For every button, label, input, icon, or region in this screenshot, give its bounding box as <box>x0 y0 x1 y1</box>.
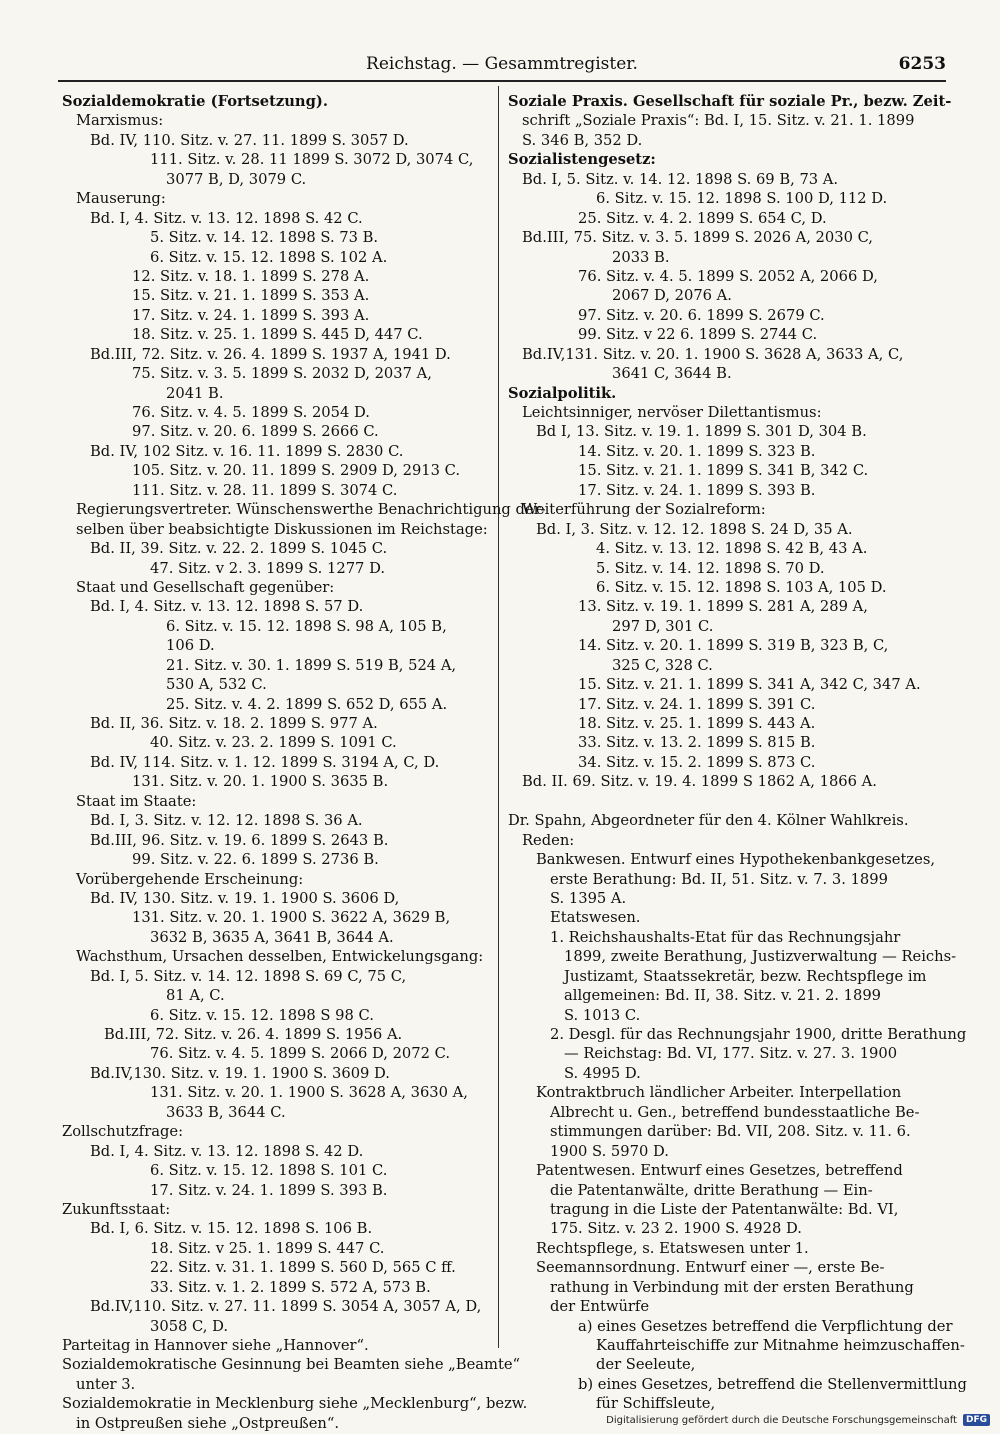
index-entry-line: 97. Sitz. v. 20. 6. 1899 S. 2679 C. <box>578 306 825 324</box>
index-entry-line: für Schiffsleute, <box>596 1395 716 1413</box>
index-entry-line: Regierungsvertreter. Wünschenswerthe Benachrichtigung der- <box>76 501 546 519</box>
index-entry-line: 3077 B, D, 3079 C. <box>166 170 307 188</box>
index-entry-line: Staat und Gesellschaft gegenüber: <box>76 578 335 596</box>
index-entry-line: 18. Sitz. v. 25. 1. 1899 S. 445 D, 447 C. <box>132 326 423 344</box>
index-entry-line: erste Berathung: Bd. II, 51. Sitz. v. 7. 3. 1899 <box>550 870 888 888</box>
index-entry-line: 12. Sitz. v. 18. 1. 1899 S. 278 A. <box>132 267 370 285</box>
index-entry-line: Sozialdemokratie in Mecklenburg siehe „Mecklenburg“, bezw. <box>62 1395 528 1413</box>
index-heading: Sozialpolitik. <box>508 384 617 402</box>
index-entry-line: Bd.IV,131. Sitz. v. 20. 1. 1900 S. 3628 A, 3633 A, C, <box>522 345 904 363</box>
index-heading: Sozialdemokratie (Fortsetzung). <box>62 93 328 110</box>
index-entry-line: Bd.IV,130. Sitz. v. 19. 1. 1900 S. 3609 D. <box>90 1064 390 1082</box>
index-entry-line: Sozialdemokratische Gesinnung bei Beamten siehe „Beamte“ <box>62 1356 521 1374</box>
index-entry-line: rathung in Verbindung mit der ersten Berathung <box>550 1278 914 1296</box>
index-entry-line: stimmungen darüber: Bd. VII, 208. Sitz. v. 11. 6. <box>550 1123 911 1141</box>
index-entry-line: 33. Sitz. v. 13. 2. 1899 S. 815 B. <box>578 734 816 752</box>
index-entry-line: Bd. I, 4. Sitz. v. 13. 12. 1898 S. 57 D. <box>90 598 364 616</box>
index-entry-line: 99. Sitz. v 22 6. 1899 S. 2744 C. <box>578 326 818 344</box>
index-entry-line: Parteitag in Hannover siehe „Hannover“. <box>62 1337 369 1354</box>
index-entry-line: 15. Sitz. v. 21. 1. 1899 S. 341 A, 342 C, 347 A. <box>578 676 921 694</box>
index-entry-line: 131. Sitz. v. 20. 1. 1900 S. 3635 B. <box>132 773 389 791</box>
index-entry-line: 3058 C, D. <box>150 1317 229 1335</box>
footer-text: Digitalisierung gefördert durch die Deutsche Forschungsgemeinschaft <box>606 1414 957 1426</box>
index-entry-line: S. 1013 C. <box>564 1006 641 1024</box>
index-entry-line: 97. Sitz. v. 20. 6. 1899 S. 2666 C. <box>132 423 379 441</box>
index-entry-line: 6. Sitz. v. 15. 12. 1898 S. 100 D, 112 D. <box>596 190 888 208</box>
index-entry-line: Zukunftsstaat: <box>62 1200 171 1218</box>
index-entry-line: Weiterführung der Sozialreform: <box>522 501 766 519</box>
index-entry-line: 2. Desgl. für das Rechnungsjahr 1900, dritte Berathung <box>550 1026 967 1043</box>
index-entry-line: Bd. I, 3. Sitz. v. 12. 12. 1898 S. 24 D, 35 A. <box>536 520 853 538</box>
index-entry-line: 14. Sitz. v. 20. 1. 1899 S. 319 B, 323 B, C, <box>578 637 889 655</box>
index-entry-line: Bd. II. 69. Sitz. v. 19. 4. 1899 S 1862 A, 1866 A. <box>522 773 877 791</box>
index-entry-line: 6. Sitz. v. 15. 12. 1898 S 98 C. <box>150 1006 374 1024</box>
index-entry-line: Marxismus: <box>76 112 164 130</box>
index-entry-line: Bankwesen. Entwurf eines Hypothekenbankgesetzes, <box>536 851 936 869</box>
index-entry-line: 17. Sitz. v. 24. 1. 1899 S. 391 C. <box>578 695 816 713</box>
index-entry-line: selben über beabsichtigte Diskussionen im Reichstage: <box>76 520 488 538</box>
index-entry-line: Kontraktbruch ländlicher Arbeiter. Interpellation <box>536 1084 902 1102</box>
running-title: Reichstag. — Gesammtregister. <box>366 54 638 74</box>
index-entry-line: 1900 S. 5970 D. <box>550 1142 669 1160</box>
index-heading: Sozialistengesetz: <box>508 151 656 169</box>
index-entry-line: Bd. I, 5. Sitz. v. 14. 12. 1898 S. 69 B, 73 A. <box>522 170 839 188</box>
index-entry-line: Dr. Spahn, Abgeordneter für den 4. Kölner Wahlkreis. <box>508 812 909 830</box>
footer-credit <box>606 1414 990 1426</box>
index-entry-line: Kauffahrteischiffe zur Mitnahme heimzuschaffen- <box>596 1337 965 1354</box>
index-entry-line: 47. Sitz. v 2. 3. 1899 S. 1277 D. <box>150 559 385 577</box>
index-entry-line: Zollschutzfrage: <box>62 1123 184 1141</box>
index-entry-line: der Seeleute, <box>596 1356 696 1374</box>
index-entry-line: b) eines Gesetzes, betreffend die Stellenvermittlung <box>578 1375 967 1393</box>
index-entry-line: 297 D, 301 C. <box>612 617 714 635</box>
index-entry-line: 76. Sitz. v. 4. 5. 1899 S. 2066 D, 2072 C. <box>150 1045 451 1063</box>
index-entry-line: 3632 B, 3635 A, 3641 B, 3644 A. <box>150 928 394 946</box>
index-entry-line: Bd.III, 72. Sitz. v. 26. 4. 1899 S. 1937 A, 1941 D. <box>90 345 451 363</box>
index-entry-line: Bd. I, 5. Sitz. v. 14. 12. 1898 S. 69 C, 75 C, <box>90 967 407 985</box>
index-entry-line: Bd. IV, 130. Sitz. v. 19. 1. 1900 S. 3606 D, <box>90 889 400 907</box>
index-entry-line: unter 3. <box>76 1375 136 1393</box>
index-entry-line: 111. Sitz. v. 28. 11. 1899 S. 3074 C. <box>132 481 398 499</box>
right-column <box>508 92 967 1414</box>
index-entry-line: Albrecht u. Gen., betreffend bundesstaatliche Be- <box>550 1103 920 1121</box>
index-entry-line: Reden: <box>522 831 575 849</box>
index-entry-line: 6. Sitz. v. 15. 12. 1898 S. 103 A, 105 D. <box>596 578 887 596</box>
index-entry-line <box>508 792 938 811</box>
index-entry-line: Bd. IV, 102 Sitz. v. 16. 11. 1899 S. 2830 C. <box>90 442 404 460</box>
index-entry-line: Bd.III, 96. Sitz. v. 19. 6. 1899 S. 2643 B. <box>90 831 389 849</box>
index-entry-line: Bd. I, 4. Sitz. v. 13. 12. 1898 S. 42 D. <box>90 1142 364 1160</box>
index-entry-line: 6. Sitz. v. 15. 12. 1898 S. 98 A, 105 B, <box>166 617 447 635</box>
index-entry-line: 325 C, 328 C. <box>612 656 713 674</box>
index-entry-line: Bd.III, 75. Sitz. v. 3. 5. 1899 S. 2026 A, 2030 C, <box>522 229 873 247</box>
index-entry-line: 131. Sitz. v. 20. 1. 1900 S. 3622 A, 3629 B, <box>132 909 451 927</box>
index-entry-line: 131. Sitz. v. 20. 1. 1900 S. 3628 A, 3630 A, <box>150 1084 468 1102</box>
index-entry-line: 22. Sitz. v. 31. 1. 1899 S. 560 D, 565 C ff. <box>150 1259 456 1277</box>
index-entry-line: 76. Sitz. v. 4. 5. 1899 S. 2052 A, 2066 D, <box>578 267 878 285</box>
index-entry-line: Bd. I, 6. Sitz. v. 15. 12. 1898 S. 106 B. <box>90 1220 373 1238</box>
index-entry-line: 81 A, C. <box>166 987 225 1005</box>
index-entry-line: 5. Sitz. v. 14. 12. 1898 S. 73 B. <box>150 229 379 247</box>
column-divider <box>498 86 499 1348</box>
index-entry-line: 15. Sitz. v. 21. 1. 1899 S. 353 A. <box>132 287 370 305</box>
index-entry-line: 6. Sitz. v. 15. 12. 1898 S. 101 C. <box>150 1162 388 1180</box>
index-entry-line: Bd. II, 36. Sitz. v. 18. 2. 1899 S. 977 A. <box>90 715 378 732</box>
index-entry-line: Staat im Staate: <box>76 792 197 810</box>
page-header <box>58 52 946 82</box>
index-entry-line: 530 A, 532 C. <box>166 676 267 694</box>
index-entry-line: 18. Sitz. v. 25. 1. 1899 S. 443 A. <box>578 715 816 732</box>
index-entry-line: Justizamt, Staatssekretär, bezw. Rechtspflege im <box>564 967 927 985</box>
index-entry-line: allgemeinen: Bd. II, 38. Sitz. v. 21. 2. 1899 <box>564 987 882 1005</box>
index-entry-line: Bd.IV,110. Sitz. v. 27. 11. 1899 S. 3054 A, 3057 A, D, <box>90 1298 482 1316</box>
index-entry-line: a) eines Gesetzes betreffend die Verpflichtung der <box>578 1317 953 1335</box>
index-entry-line: 111. Sitz. v. 28. 11 1899 S. 3072 D, 3074 C, <box>150 151 474 169</box>
index-entry-line: Patentwesen. Entwurf eines Gesetzes, betreffend <box>536 1162 903 1180</box>
index-entry-line: 175. Sitz. v. 23 2. 1900 S. 4928 D. <box>550 1220 802 1238</box>
page-number: 6253 <box>898 54 946 74</box>
index-heading: Soziale Praxis. Gesellschaft für soziale Pr., bezw. Zeit- <box>508 93 952 110</box>
index-entry-line: 4. Sitz. v. 13. 12. 1898 S. 42 B, 43 A. <box>596 540 868 558</box>
index-entry-line: 1. Reichshaushalts-Etat für das Rechnungsjahr <box>550 928 901 946</box>
index-entry-line: Bd. I, 3. Sitz. v. 12. 12. 1898 S. 36 A. <box>90 812 363 830</box>
index-entry-line: 5. Sitz. v. 14. 12. 1898 S. 70 D. <box>596 559 825 577</box>
index-entry-line: 99. Sitz. v. 22. 6. 1899 S. 2736 B. <box>132 851 379 869</box>
index-entry-line: Rechtspflege, s. Etatswesen unter 1. <box>536 1239 809 1257</box>
index-entry-line: 34. Sitz. v. 15. 2. 1899 S. 873 C. <box>578 753 816 771</box>
index-entry-line: Bd. I, 4. Sitz. v. 13. 12. 1898 S. 42 C. <box>90 209 363 227</box>
left-column <box>62 92 546 1433</box>
index-entry-line: tragung in die Liste der Patentanwälte: Bd. VI, <box>550 1200 899 1218</box>
index-entry-line: S. 4995 D. <box>564 1064 641 1082</box>
index-entry-line: 25. Sitz. v. 4. 2. 1899 S. 654 C, D. <box>578 209 827 227</box>
index-entry-line: Etatswesen. <box>550 909 641 927</box>
index-entry-line: 2041 B. <box>166 384 224 402</box>
index-entry-line: 3633 B, 3644 C. <box>166 1103 286 1121</box>
index-entry-line: Vorübergehende Erscheinung: <box>76 870 304 888</box>
index-entry-line: 75. Sitz. v. 3. 5. 1899 S. 2032 D, 2037 A, <box>132 365 432 383</box>
index-entry-line: Seemannsordnung. Entwurf einer —, erste Be- <box>536 1259 885 1277</box>
index-entry-line: 13. Sitz. v. 19. 1. 1899 S. 281 A, 289 A, <box>578 598 868 616</box>
index-entry-line: 17. Sitz. v. 24. 1. 1899 S. 393 A. <box>132 306 370 324</box>
index-entry-line: 3641 C, 3644 B. <box>612 365 732 383</box>
index-entry-line: 15. Sitz. v. 21. 1. 1899 S. 341 B, 342 C. <box>578 462 869 480</box>
index-entry-line: Bd. IV, 114. Sitz. v. 1. 12. 1899 S. 3194 A, C, D. <box>90 753 440 771</box>
index-entry-line: Bd.III, 72. Sitz. v. 26. 4. 1899 S. 1956 A. <box>104 1026 403 1043</box>
index-entry-line: 2067 D, 2076 A. <box>612 287 732 305</box>
index-entry-line: 40. Sitz. v. 23. 2. 1899 S. 1091 C. <box>150 734 397 752</box>
index-entry-line: Wachsthum, Ursachen desselben, Entwickelungsgang: <box>76 948 484 966</box>
index-entry-line: 76. Sitz. v. 4. 5. 1899 S. 2054 D. <box>132 404 370 421</box>
index-entry-line: Bd I, 13. Sitz. v. 19. 1. 1899 S. 301 D, 304 B. <box>536 423 867 441</box>
index-entry-line: Mauserung: <box>76 190 166 208</box>
index-entry-line: 1899, zweite Berathung, Justizverwaltung — Reichs- <box>564 948 957 966</box>
index-entry-line: 105. Sitz. v. 20. 11. 1899 S. 2909 D, 2913 C. <box>132 462 461 480</box>
index-entry-line: 18. Sitz. v 25. 1. 1899 S. 447 C. <box>150 1239 385 1257</box>
index-entry-line: 6. Sitz. v. 15. 12. 1898 S. 102 A. <box>150 248 388 266</box>
index-entry-line: S. 1395 A. <box>550 889 627 907</box>
index-entry-line: Bd. II, 39. Sitz. v. 22. 2. 1899 S. 1045 C. <box>90 540 388 558</box>
index-entry-line: Bd. IV, 110. Sitz. v. 27. 11. 1899 S. 3057 D. <box>90 131 409 149</box>
index-entry-line: in Ostpreußen siehe „Ostpreußen“. <box>76 1414 340 1432</box>
index-entry-line: — Reichstag: Bd. VI, 177. Sitz. v. 27. 3. 1900 <box>564 1045 898 1063</box>
index-entry-line: 17. Sitz. v. 24. 1. 1899 S. 393 B. <box>150 1181 388 1199</box>
index-entry-line: 17. Sitz. v. 24. 1. 1899 S. 393 B. <box>578 481 816 499</box>
index-entry-line: der Entwürfe <box>550 1298 650 1316</box>
index-entry-line: S. 346 B, 352 D. <box>522 131 643 149</box>
index-entry-line: 21. Sitz. v. 30. 1. 1899 S. 519 B, 524 A, <box>166 656 457 674</box>
index-entry-line: 14. Sitz. v. 20. 1. 1899 S. 323 B. <box>578 442 816 460</box>
index-entry-line: 106 D. <box>166 637 215 655</box>
index-entry-line: schrift „Soziale Praxis“: Bd. I, 15. Sitz. v. 21. 1. 1899 <box>522 112 915 130</box>
dfg-logo: DFG <box>963 1414 990 1426</box>
index-entry-line: 25. Sitz. v. 4. 2. 1899 S. 652 D, 655 A. <box>166 695 448 713</box>
index-entry-line: 33. Sitz. v. 1. 2. 1899 S. 572 A, 573 B. <box>150 1278 431 1296</box>
index-entry-line: 2033 B. <box>612 248 670 266</box>
index-entry-line: Leichtsinniger, nervöser Dilettantismus: <box>522 404 822 421</box>
index-entry-line: die Patentanwälte, dritte Berathung — Ein- <box>550 1181 873 1199</box>
